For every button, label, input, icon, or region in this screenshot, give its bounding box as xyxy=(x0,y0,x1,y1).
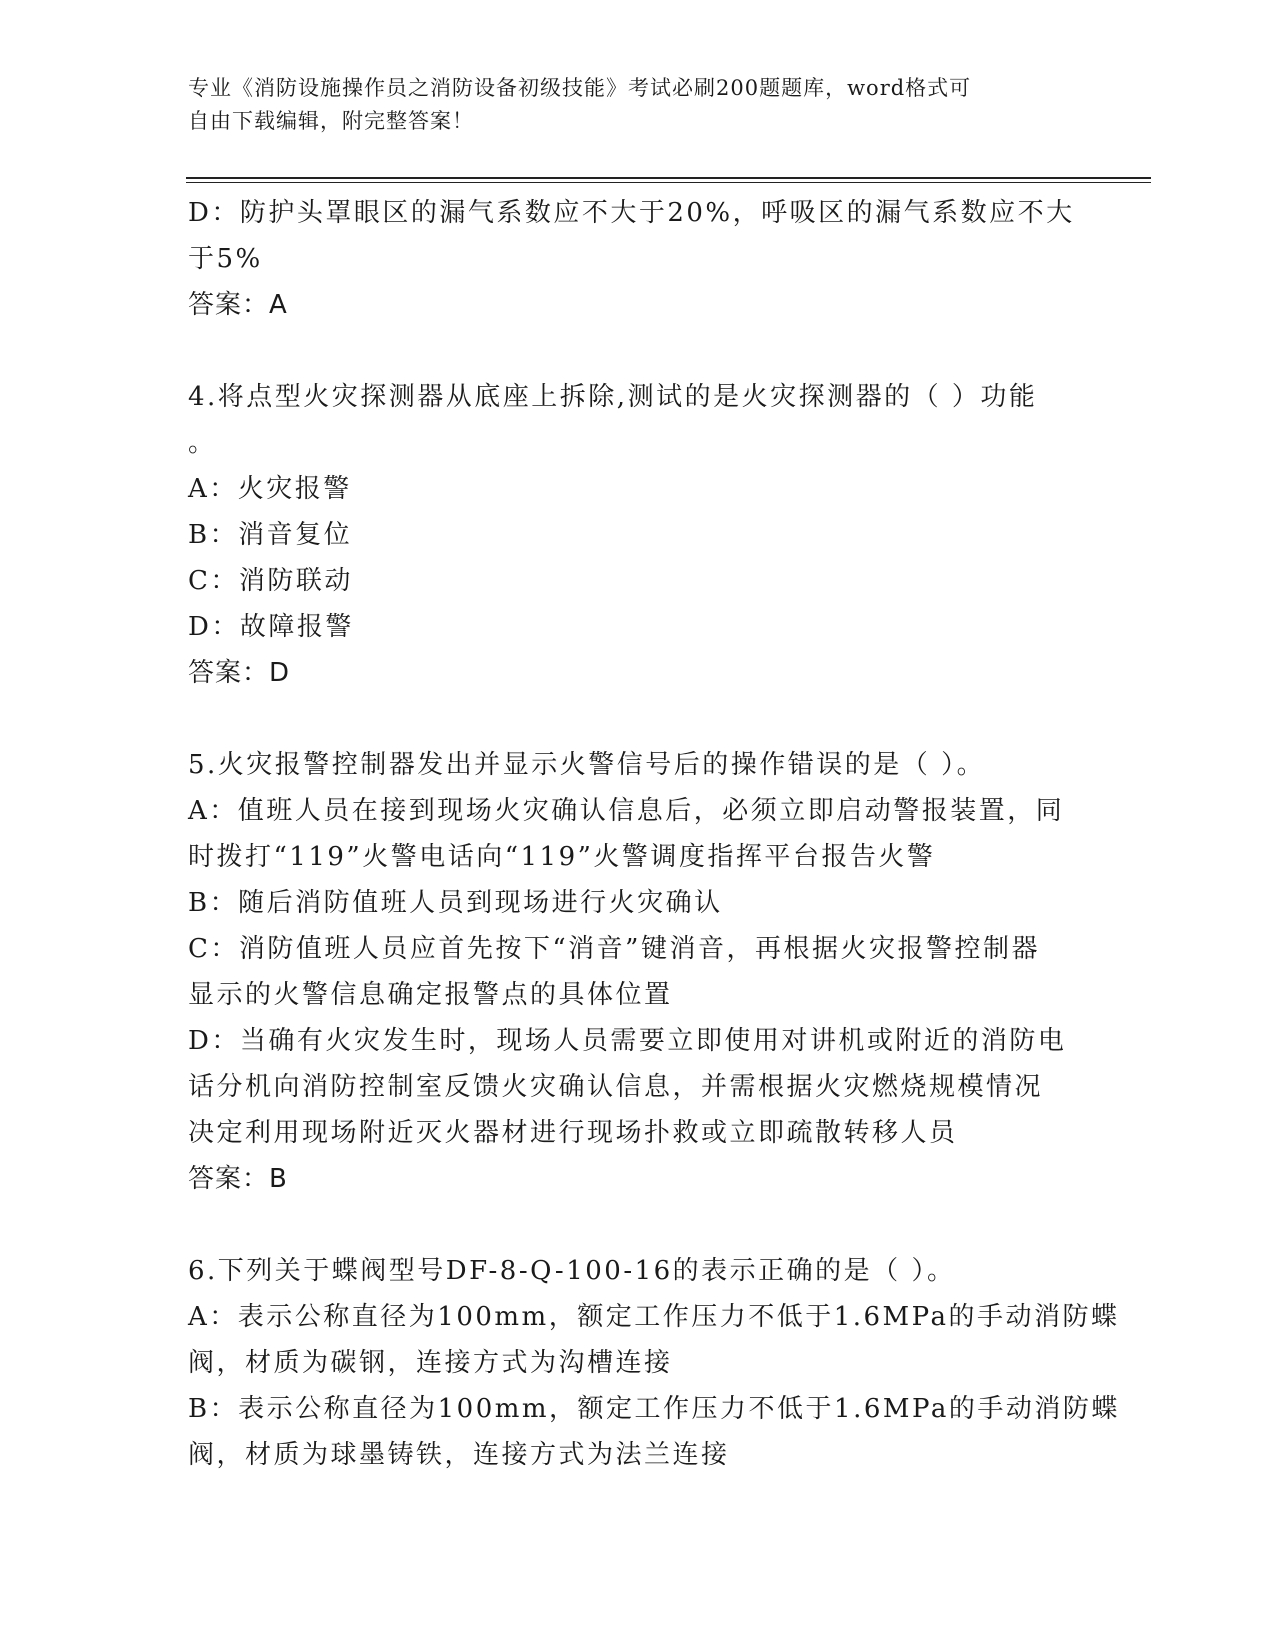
q6-option-a: A：表示公称直径为100mm，额定工作压力不低于1.6MPa的手动消防蝶 xyxy=(188,1302,1120,1332)
q4-stem-cont: 。 xyxy=(188,428,217,458)
header-line-1: 专业《消防设施操作员之消防设备初级技能》考试必刷200题题库，word格式可 xyxy=(188,76,972,100)
spacer xyxy=(188,696,1088,742)
q3-answer: 答案：A xyxy=(188,290,288,320)
q5-stem: 5.火灾报警控制器发出并显示火警信号后的操作错误的是（ ）。 xyxy=(188,750,986,780)
q4-option-c: C：消防联动 xyxy=(188,566,353,596)
q5-option-a-cont: 时拨打“119”火警电话向“119”火警调度指挥平台报告火警 xyxy=(188,842,936,872)
q5-option-c-cont: 显示的火警信息确定报警点的具体位置 xyxy=(188,980,673,1010)
q3-option-d-cont: 于5% xyxy=(188,244,263,274)
question-content xyxy=(188,190,1120,1478)
spacer xyxy=(188,1202,1088,1248)
q5-option-d-cont: 决定利用现场附近灭火器材进行现场扑救或立即疏散转移人员 xyxy=(188,1118,958,1148)
q6-option-a-cont: 阀，材质为碳钢，连接方式为沟槽连接 xyxy=(188,1348,673,1378)
q4-option-a: A：火灾报警 xyxy=(188,474,352,504)
q5-option-b: B：随后消防值班人员到现场进行火灾确认 xyxy=(188,888,723,918)
q3-option-d: D：防护头罩眼区的漏气系数应不大于20%，呼吸区的漏气系数应不大 xyxy=(188,198,1075,228)
q6-stem: 6.下列关于蝶阀型号DF-8-Q-100-16的表示正确的是（ ）。 xyxy=(188,1256,956,1286)
spacer xyxy=(188,328,1088,374)
q5-option-a: A：值班人员在接到现场火灾确认信息后，必须立即启动警报装置，同 xyxy=(188,796,1065,826)
q5-option-c: C：消防值班人员应首先按下“消音”键消音，再根据火灾报警控制器 xyxy=(188,934,1040,964)
q4-answer: 答案：D xyxy=(188,658,291,688)
q6-option-b: B：表示公称直径为100mm，额定工作压力不低于1.6MPa的手动消防蝶 xyxy=(188,1394,1120,1424)
q4-option-d: D：故障报警 xyxy=(188,612,354,642)
header-divider xyxy=(186,177,1151,179)
q4-stem: 4.将点型火灾探测器从底座上拆除,测试的是火灾探测器的（ ）功能 xyxy=(188,382,1038,412)
q5-option-d: D：当确有火灾发生时，现场人员需要立即使用对讲机或附近的消防电 xyxy=(188,1026,1067,1056)
q6-option-b-cont: 阀，材质为球墨铸铁，连接方式为法兰连接 xyxy=(188,1440,730,1470)
document-header xyxy=(188,72,1068,138)
q5-answer: 答案：B xyxy=(188,1164,288,1194)
header-divider-thin xyxy=(186,182,1151,183)
header-line-2: 自由下载编辑，附完整答案！ xyxy=(188,109,474,133)
q4-option-b: B：消音复位 xyxy=(188,520,353,550)
q5-option-d-cont: 话分机向消防控制室反馈火灾确认信息，并需根据火灾燃烧规模情况 xyxy=(188,1072,1044,1102)
